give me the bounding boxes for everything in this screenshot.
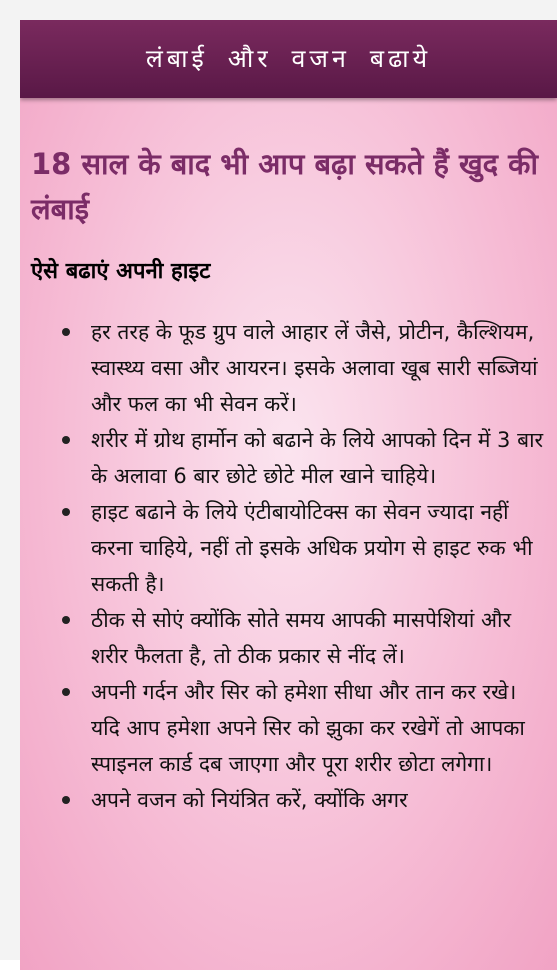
bullet-icon (62, 616, 70, 624)
bullet-icon (62, 436, 70, 444)
list-item (20, 494, 557, 602)
bullet-icon (62, 796, 70, 804)
list-item (20, 314, 557, 422)
list-item-text: हाइट बढाने के लिये एंटीबायोटिक्स का सेवन ज्यादा नहीं करना चाहिये, नहीं तो इसके अधिक प्रयोग से हाइट रुक भी सकती है। (91, 500, 533, 596)
tips-list (20, 314, 557, 818)
bullet-icon (62, 508, 70, 516)
list-item-text: हर तरह के फूड ग्रुप वाले आहार लें जैसे, प्रोटीन, कैल्शियम, स्वास्थ्य वसा और आयरन। इसके अलावा खूब सारी सब्जियां और फल का भी सेवन करें। (91, 320, 538, 416)
article-subheading: ऐसे बढाएं अपनी हाइट (31, 259, 211, 284)
list-item (20, 674, 557, 782)
app-title: लंबाई और वजन बढाये (145, 44, 432, 73)
list-item (20, 422, 557, 494)
bullet-icon (62, 328, 70, 336)
list-item-text: अपने वजन को नियंत्रित करें, क्योंकि अगर (91, 788, 408, 812)
bullet-icon (62, 688, 70, 696)
list-item (20, 602, 557, 674)
list-item-text: अपनी गर्दन और सिर को हमेशा सीधा और तान कर रखे। यदि आप हमेशा अपने सिर को झुका कर रखेगें तो आपका स्पाइनल कार्ड दब जाएगा और पूरा शरीर छोटा लगेगा। (91, 680, 525, 776)
article-title: 18 साल के बाद भी आप बढ़ा सकते हैं खुद की लंबाई (31, 147, 538, 226)
list-item-text: ठीक से सोएं क्योंकि सोते समय आपकी मासपेशियां और शरीर फैलता है, तो ठीक प्रकार से नींद लें। (91, 608, 512, 668)
app-bar (20, 20, 557, 98)
app-screen (20, 20, 557, 970)
list-item-text: शरीर में ग्रोथ हार्मोन को बढाने के लिये आपको दिन में 3 बार के अलावा 6 बार छोटे छोटे मील खाने चाहिये। (91, 428, 544, 488)
list-item (20, 782, 557, 818)
